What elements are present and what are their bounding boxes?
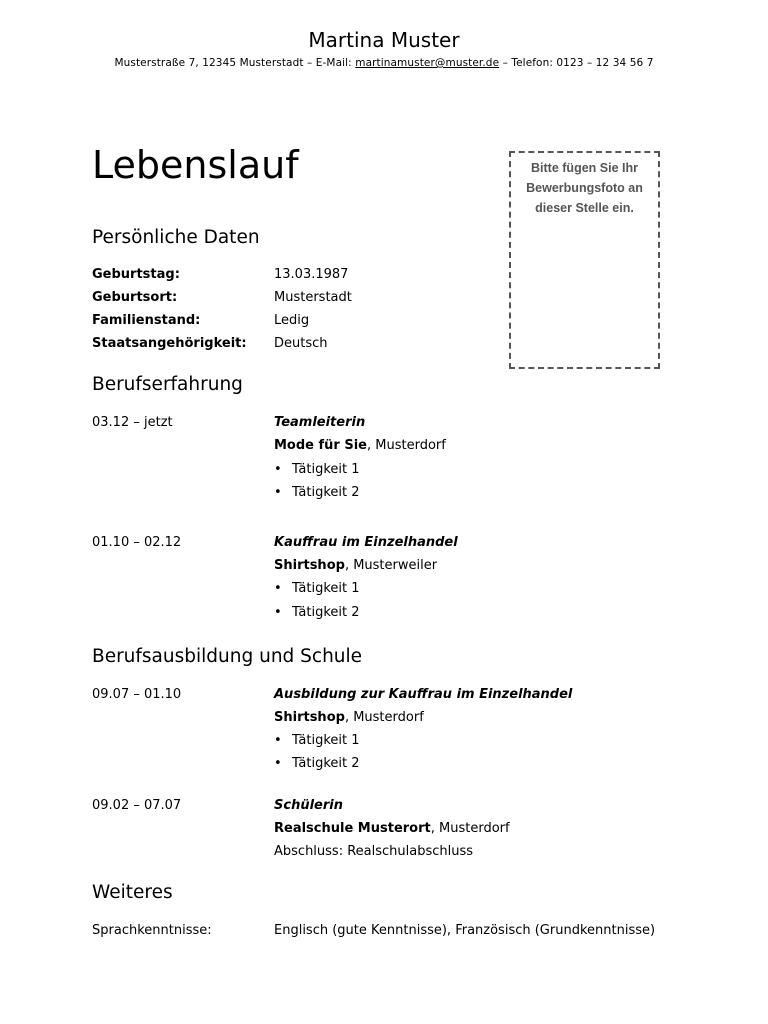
personal-value: Deutsch bbox=[274, 336, 328, 351]
personal-value: 13.03.1987 bbox=[274, 267, 349, 282]
personal-value: Musterstadt bbox=[274, 290, 352, 305]
entry-date: 01.10 – 02.12 bbox=[92, 535, 182, 550]
personal-value: Ledig bbox=[274, 313, 310, 328]
entry-role: Ausbildung zur Kauffrau im Einzelhandel bbox=[274, 687, 573, 702]
personal-label: Geburtstag: bbox=[92, 267, 180, 282]
bullet-icon: • bbox=[274, 581, 282, 596]
entry-date: 09.07 – 01.10 bbox=[92, 687, 182, 702]
bullet-icon: • bbox=[274, 462, 282, 477]
phone-text: – Telefon: 0123 – 12 34 56 7 bbox=[502, 57, 654, 69]
section-heading-more: Weiteres bbox=[92, 882, 173, 903]
task-text: Tätigkeit 2 bbox=[292, 485, 360, 500]
entry-location: , Musterweiler bbox=[344, 558, 438, 573]
section-heading-experience: Berufserfahrung bbox=[92, 374, 243, 395]
entry-date: 03.12 – jetzt bbox=[92, 415, 173, 430]
entry-location: , Musterdorf bbox=[367, 438, 446, 453]
task-text: Tätigkeit 1 bbox=[292, 733, 360, 748]
personal-label: Geburtsort: bbox=[92, 290, 178, 305]
entry-date: 09.02 – 07.07 bbox=[92, 798, 182, 813]
contact-line bbox=[0, 57, 768, 69]
task-text: Tätigkeit 2 bbox=[292, 756, 360, 771]
personal-label: Familienstand: bbox=[92, 313, 201, 328]
entry-location: , Musterdorf bbox=[344, 710, 424, 725]
entry-employer: Realschule Musterort bbox=[274, 821, 431, 836]
entry-role: Kauffrau im Einzelhandel bbox=[274, 535, 458, 550]
entry-location: , Musterdorf bbox=[430, 821, 510, 836]
entry-employer: Mode für Sie bbox=[274, 438, 367, 453]
task-text: Tätigkeit 1 bbox=[292, 462, 360, 477]
task-text: Tätigkeit 1 bbox=[292, 581, 360, 596]
task-text: Tätigkeit 2 bbox=[292, 605, 360, 620]
bullet-icon: • bbox=[274, 605, 282, 620]
bullet-icon: • bbox=[274, 756, 282, 771]
applicant-name: Martina Muster bbox=[308, 28, 460, 52]
section-heading-education: Berufsausbildung und Schule bbox=[92, 646, 363, 667]
bullet-icon: • bbox=[274, 733, 282, 748]
cv-header bbox=[0, 28, 768, 69]
entry-employer: Shirtshop bbox=[274, 710, 345, 725]
email-link[interactable]: martinamuster@muster.de bbox=[355, 57, 500, 69]
bullet-icon: • bbox=[274, 485, 282, 500]
entry-employer: Shirtshop bbox=[274, 558, 345, 573]
address-text: Musterstraße 7, 12345 Musterstadt – E-Mail: bbox=[114, 57, 352, 69]
section-heading-personal: Persönliche Daten bbox=[92, 227, 260, 248]
languages-label: Sprachkenntnisse: bbox=[92, 923, 212, 938]
personal-label: Staatsangehörigkeit: bbox=[92, 336, 247, 351]
entry-role: Schülerin bbox=[274, 798, 343, 813]
languages-value: Englisch (gute Kenntnisse), Französisch (Grundkenntnisse) bbox=[274, 923, 656, 938]
document-title: Lebenslauf bbox=[92, 143, 299, 187]
entry-note: Abschluss: Realschulabschluss bbox=[274, 844, 474, 859]
entry-role: Teamleiterin bbox=[274, 415, 366, 430]
photo-placeholder: Bitte fügen Sie Ihr Bewerbungsfoto an dieser Stelle ein. bbox=[509, 151, 660, 369]
